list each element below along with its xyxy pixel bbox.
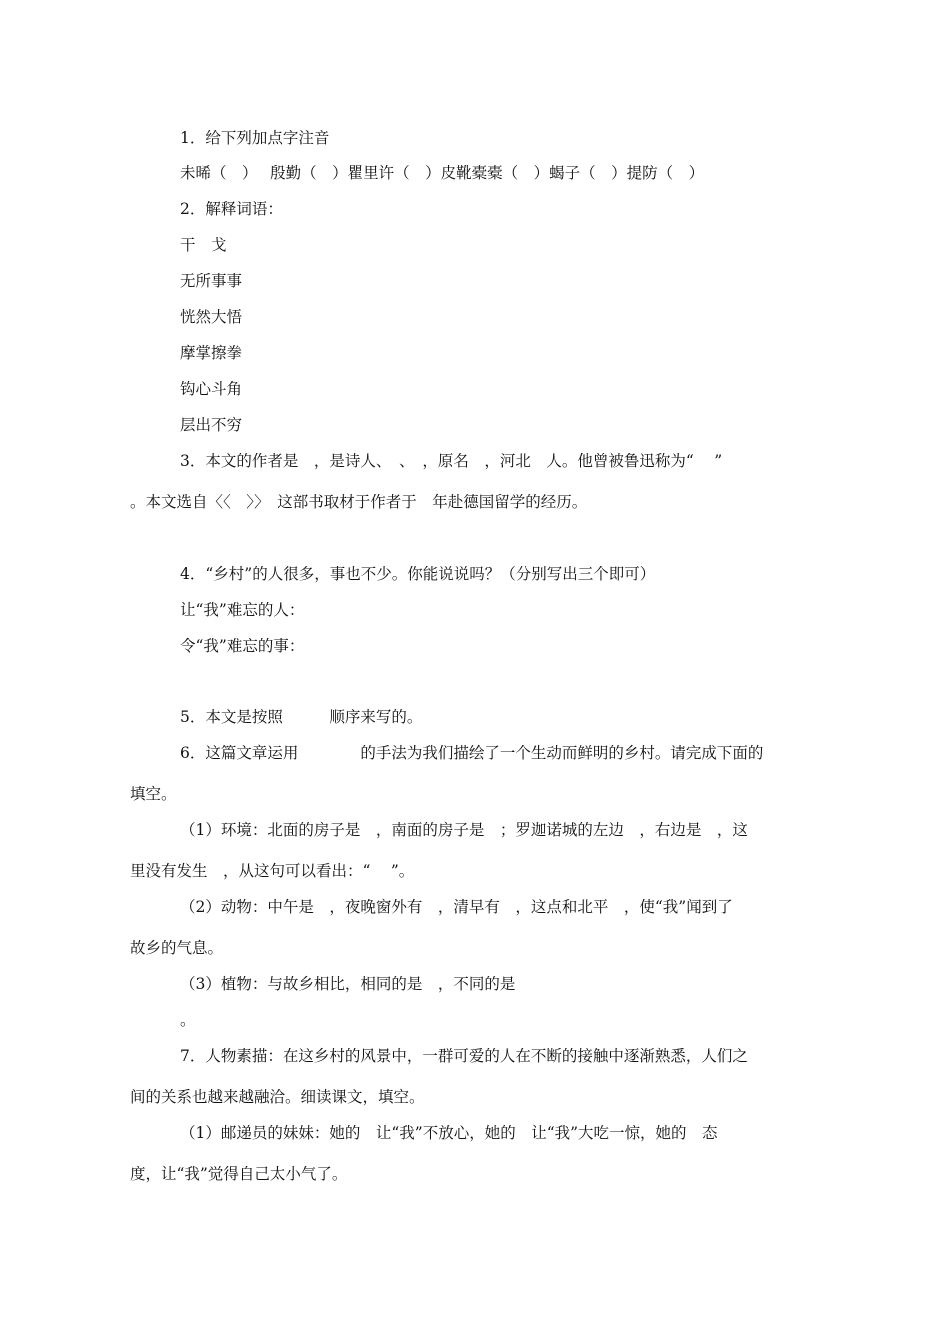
term-item: 恍然大悟 xyxy=(180,308,243,326)
question-6-environment-line-1: （1）环境：北面的房子是 ，南面的房子是 ；罗迦诺城的左边 ，右边是 ，这 xyxy=(180,821,748,839)
question-7-line-1: 7．人物素描：在这乡村的风景中，一群可爱的人在不断的接触中逐渐熟悉，人们之 xyxy=(180,1047,748,1065)
question-4-events: 令“我”难忘的事： xyxy=(180,637,305,655)
question-6-animals-line-1: （2）动物：中午是 ，夜晚窗外有 ，清早有 ，这点和北平 ，使“我”闻到了 xyxy=(180,898,733,916)
question-4-title: 4．“乡村”的人很多，事也不少。你能说说吗？（分别写出三个即可） xyxy=(180,565,656,583)
question-2-title: 2．解释词语： xyxy=(180,200,283,218)
term-item: 钩心斗角 xyxy=(180,380,243,398)
question-1-title: 1．给下列加点字注音 xyxy=(180,129,330,147)
question-3-line-1: 3．本文的作者是 ，是诗人、 、 ，原名 ，河北 人。他曾被鲁迅称为“ ” xyxy=(180,452,723,470)
question-7-sub-line-1: （1）邮递员的妹妹：她的 让“我”不放心，她的 让“我”大吃一惊，她的 态 xyxy=(180,1124,718,1142)
question-6-line-1: 6．这篇文章运用 的手法为我们描绘了一个生动而鲜明的乡村。请完成下面的 xyxy=(180,744,764,762)
question-7-line-2: 间的关系也越来越融洽。细读课文，填空。 xyxy=(130,1088,425,1106)
question-1-items: 未晞（ ） 殷勤（ ）瞿里许（ ）皮靴橐橐（ ）蝎子（ ）提防（ ） xyxy=(180,164,705,182)
question-3-line-2: 。本文选自〈〈 〉〉 这部书取材于作者于 年赴德国留学的经历。 xyxy=(130,493,588,511)
question-6-environment-line-2: 里没有发生 ，从这句可以看出：“ ”。 xyxy=(130,862,415,880)
question-4-people: 让“我”难忘的人： xyxy=(180,601,305,619)
question-6-plants-line-2: 。 xyxy=(180,1011,196,1029)
question-6-plants-line-1: （3）植物：与故乡相比，相同的是 ，不同的是 xyxy=(180,975,516,993)
term-item: 无所事事 xyxy=(180,272,243,290)
term-item: 摩掌擦拳 xyxy=(180,344,243,362)
question-6-animals-line-2: 故乡的气息。 xyxy=(130,939,224,957)
question-5: 5．本文是按照 顺序来写的。 xyxy=(180,708,423,726)
question-6-line-2: 填空。 xyxy=(130,785,177,803)
term-item: 层出不穷 xyxy=(180,416,243,434)
term-item: 干 戈 xyxy=(180,236,227,254)
question-7-sub-line-2: 度，让“我”觉得自己太小气了。 xyxy=(130,1165,348,1183)
